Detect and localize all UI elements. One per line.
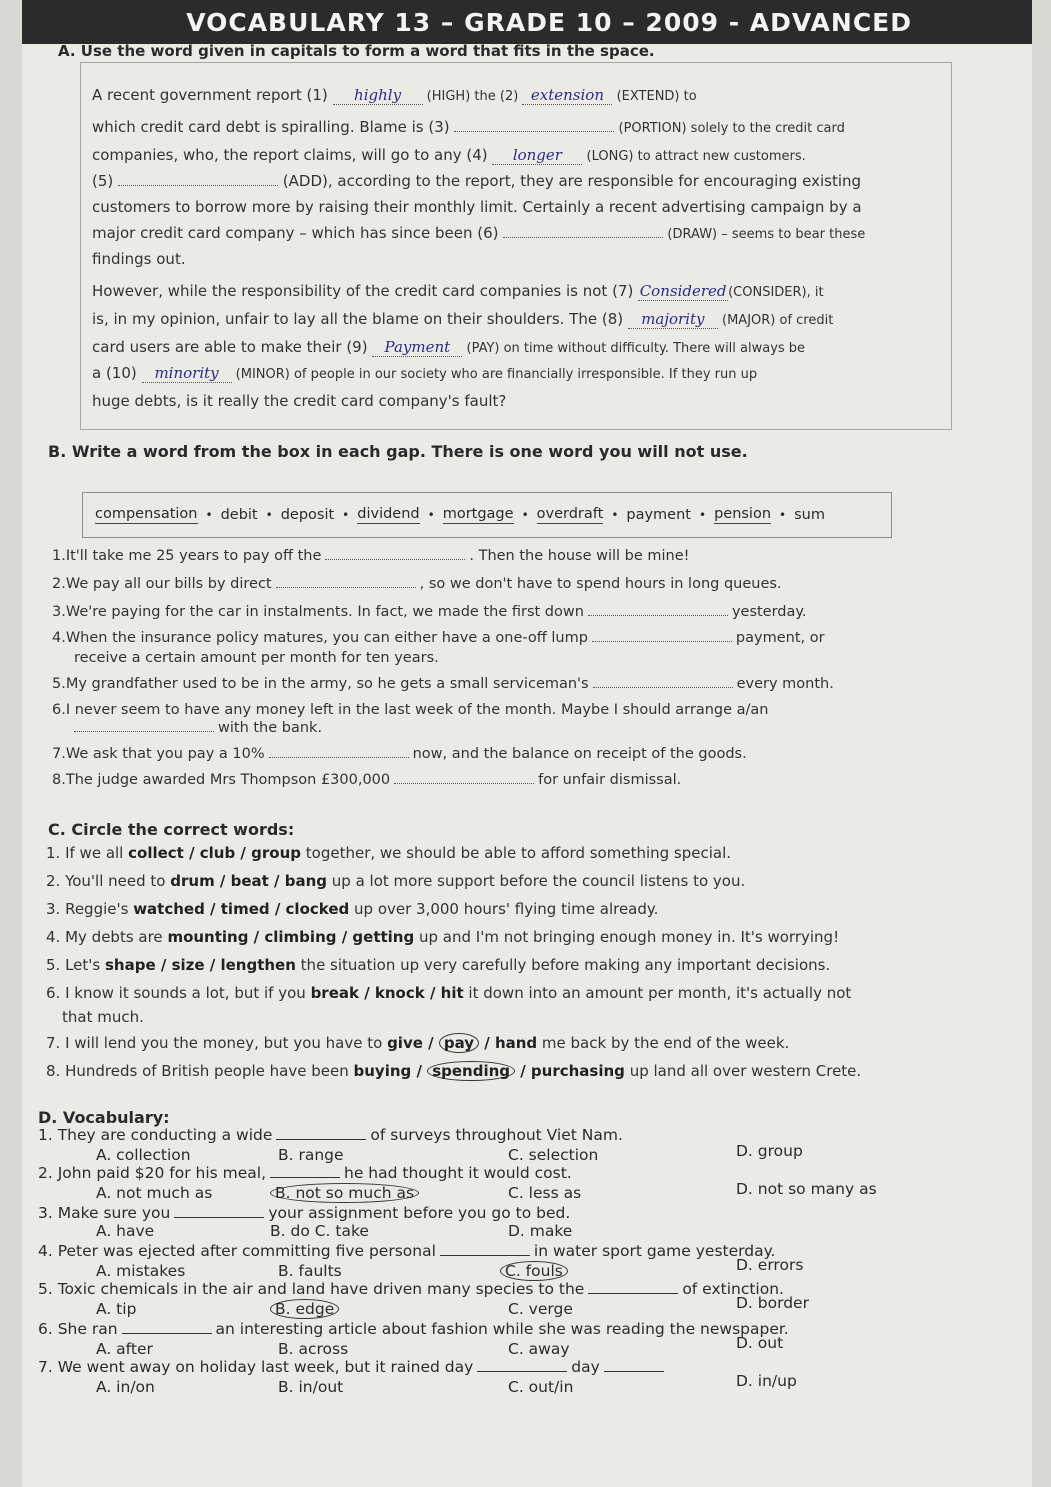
word-box-item: compensation <box>95 506 198 522</box>
question-d: 4. Peter was ejected after committing five personal in water sport game yesterday. <box>38 1242 776 1260</box>
option-b: B. across <box>278 1340 349 1358</box>
question-b: 1.It'll take me 25 years to pay off the . Then the house will be mine! <box>52 548 690 564</box>
word-box-item: sum <box>794 506 825 523</box>
question-b: 2.We pay all our bills by direct , so we don't have to spend hours in long queues. <box>52 576 782 592</box>
passage-line: However, while the responsibility of the credit card companies is not (7) Considered (CONSIDER), it <box>92 282 824 300</box>
page-title: VOCABULARY 13 – GRADE 10 – 2009 - ADVANCED <box>22 0 1032 44</box>
word-box-item: deposit <box>280 506 335 523</box>
option-d: D. group <box>736 1142 803 1160</box>
question-d: 2. John paid $20 for his meal, he had thought it would cost. <box>38 1164 572 1182</box>
option-c: C. away <box>508 1340 570 1358</box>
passage-line: A recent government report (1) highly (HIGH) the (2) extension (EXTEND) to <box>92 86 697 104</box>
question-d: 6. She ran an interesting article about fashion while she was reading the newspaper. <box>38 1320 789 1338</box>
passage-line: is, in my opinion, unfair to lay all the blame on their shoulders. The (8) majority (MAJOR) of credit <box>92 310 834 328</box>
passage-line: customers to borrow more by raising their monthly limit. Certainly a recent advertising campaign by a <box>92 198 862 216</box>
word-box-item: overdraft <box>536 506 604 522</box>
question-b: receive a certain amount per month for ten years. <box>74 650 439 666</box>
section-b-instruction: B. Write a word from the box in each gap. There is one word you will not use. <box>48 442 748 461</box>
option-c: C. out/in <box>508 1378 574 1396</box>
option-b: B. edge <box>270 1300 339 1318</box>
question-b: 7.We ask that you pay a 10% now, and the balance on receipt of the goods. <box>52 746 747 762</box>
passage-line: huge debts, is it really the credit card company's fault? <box>92 392 507 410</box>
option-a: A. in/on <box>96 1378 155 1396</box>
option-b: B. range <box>278 1146 344 1164</box>
passage-line: major credit card company – which has since been (6) (DRAW) – seems to bear these <box>92 224 866 242</box>
question-b: 6.I never seem to have any money left in the last week of the month. Maybe I should arrange a/an <box>52 702 769 718</box>
option-d: D. errors <box>736 1256 804 1274</box>
question-d: 7. We went away on holiday last week, but it rained day day <box>38 1358 668 1376</box>
question-c: 3. Reggie's watched / timed / clocked up over 3,000 hours' flying time already. <box>46 900 659 918</box>
question-c: 8. Hundreds of British people have been buying / spending / purchasing up land all over western Crete. <box>46 1062 862 1080</box>
option-a: A. after <box>96 1340 153 1358</box>
question-c: 5. Let's shape / size / lengthen the situation up very carefully before making any important decisions. <box>46 956 831 974</box>
option-a: A. have <box>96 1222 155 1240</box>
passage-line: companies, who, the report claims, will go to any (4) longer (LONG) to attract new customers. <box>92 146 806 164</box>
question-b: 4.When the insurance policy matures, you can either have a one-off lump payment, or <box>52 630 825 646</box>
option-c: C. less as <box>508 1184 582 1202</box>
question-d: 5. Toxic chemicals in the air and land have driven many species to the of extinction. <box>38 1280 784 1298</box>
option-d: D. border <box>736 1294 809 1312</box>
question-b: 3.We're paying for the car in instalments. In fact, we made the first down yesterday. <box>52 604 807 620</box>
question-d: 1. They are conducting a wide of surveys throughout Viet Nam. <box>38 1126 623 1144</box>
word-box-item: dividend <box>357 506 420 522</box>
option-d: D. out <box>736 1334 784 1352</box>
passage-line: card users are able to make their (9) Payment (PAY) on time without difficulty. There will always be <box>92 338 806 356</box>
word-box-item: pension <box>714 506 772 522</box>
passage-line: (5) (ADD), according to the report, they are responsible for encouraging existing <box>92 172 862 190</box>
option-c: D. make <box>508 1222 573 1240</box>
option-a: A. mistakes <box>96 1262 186 1280</box>
option-b: B. in/out <box>278 1378 344 1396</box>
word-box: compensation • debit • deposit • dividend • mortgage • overdraft • payment • pension • sum <box>82 492 892 538</box>
section-c-instruction: C. Circle the correct words: <box>48 820 295 839</box>
passage-line: which credit card debt is spiralling. Blame is (3) (PORTION) solely to the credit card <box>92 118 845 136</box>
circled-answer: spending <box>427 1061 515 1081</box>
question-c: that much. <box>62 1008 144 1026</box>
question-c: 2. You'll need to drum / beat / bang up a lot more support before the council listens to you. <box>46 872 746 890</box>
option-b: B. do C. take <box>270 1222 369 1240</box>
question-d: 3. Make sure you your assignment before you go to bed. <box>38 1204 571 1222</box>
word-box-item: debit <box>220 506 258 523</box>
section-a-instruction: A. Use the word given in capitals to form a word that fits in the space. <box>58 42 655 60</box>
option-b: B. not so much as <box>270 1184 419 1202</box>
option-c: C. selection <box>508 1146 599 1164</box>
option-b: B. faults <box>278 1262 342 1280</box>
option-c: C. verge <box>508 1300 573 1318</box>
question-b: 8.The judge awarded Mrs Thompson £300,000 for unfair dismissal. <box>52 772 682 788</box>
option-d: D. in/up <box>736 1372 797 1390</box>
word-box-item: payment <box>626 506 691 523</box>
option-a: A. collection <box>96 1146 191 1164</box>
passage-line: a (10) minority (MINOR) of people in our society who are financially irresponsible. If they run up <box>92 364 758 382</box>
question-b: 5.My grandfather used to be in the army, so he gets a small serviceman's every month. <box>52 676 834 692</box>
question-c: 1. If we all collect / club / group together, we should be able to afford something special. <box>46 844 732 862</box>
word-box-item: mortgage <box>442 506 514 522</box>
option-d: D. not so many as <box>736 1180 877 1198</box>
option-a: A. not much as <box>96 1184 213 1202</box>
question-c: 7. I will lend you the money, but you have to give / pay / hand me back by the end of the week. <box>46 1034 790 1052</box>
passage-line: findings out. <box>92 250 186 268</box>
question-c: 6. I know it sounds a lot, but if you break / knock / hit it down into an amount per month, it's actually not <box>46 984 852 1002</box>
option-c: C. fouls <box>500 1262 568 1280</box>
question-b: with the bank. <box>74 720 322 736</box>
option-a: A. tip <box>96 1300 137 1318</box>
section-d-instruction: D. Vocabulary: <box>38 1108 170 1127</box>
question-c: 4. My debts are mounting / climbing / getting up and I'm not bringing enough money in. It's worrying! <box>46 928 840 946</box>
circled-answer: pay <box>439 1033 479 1053</box>
